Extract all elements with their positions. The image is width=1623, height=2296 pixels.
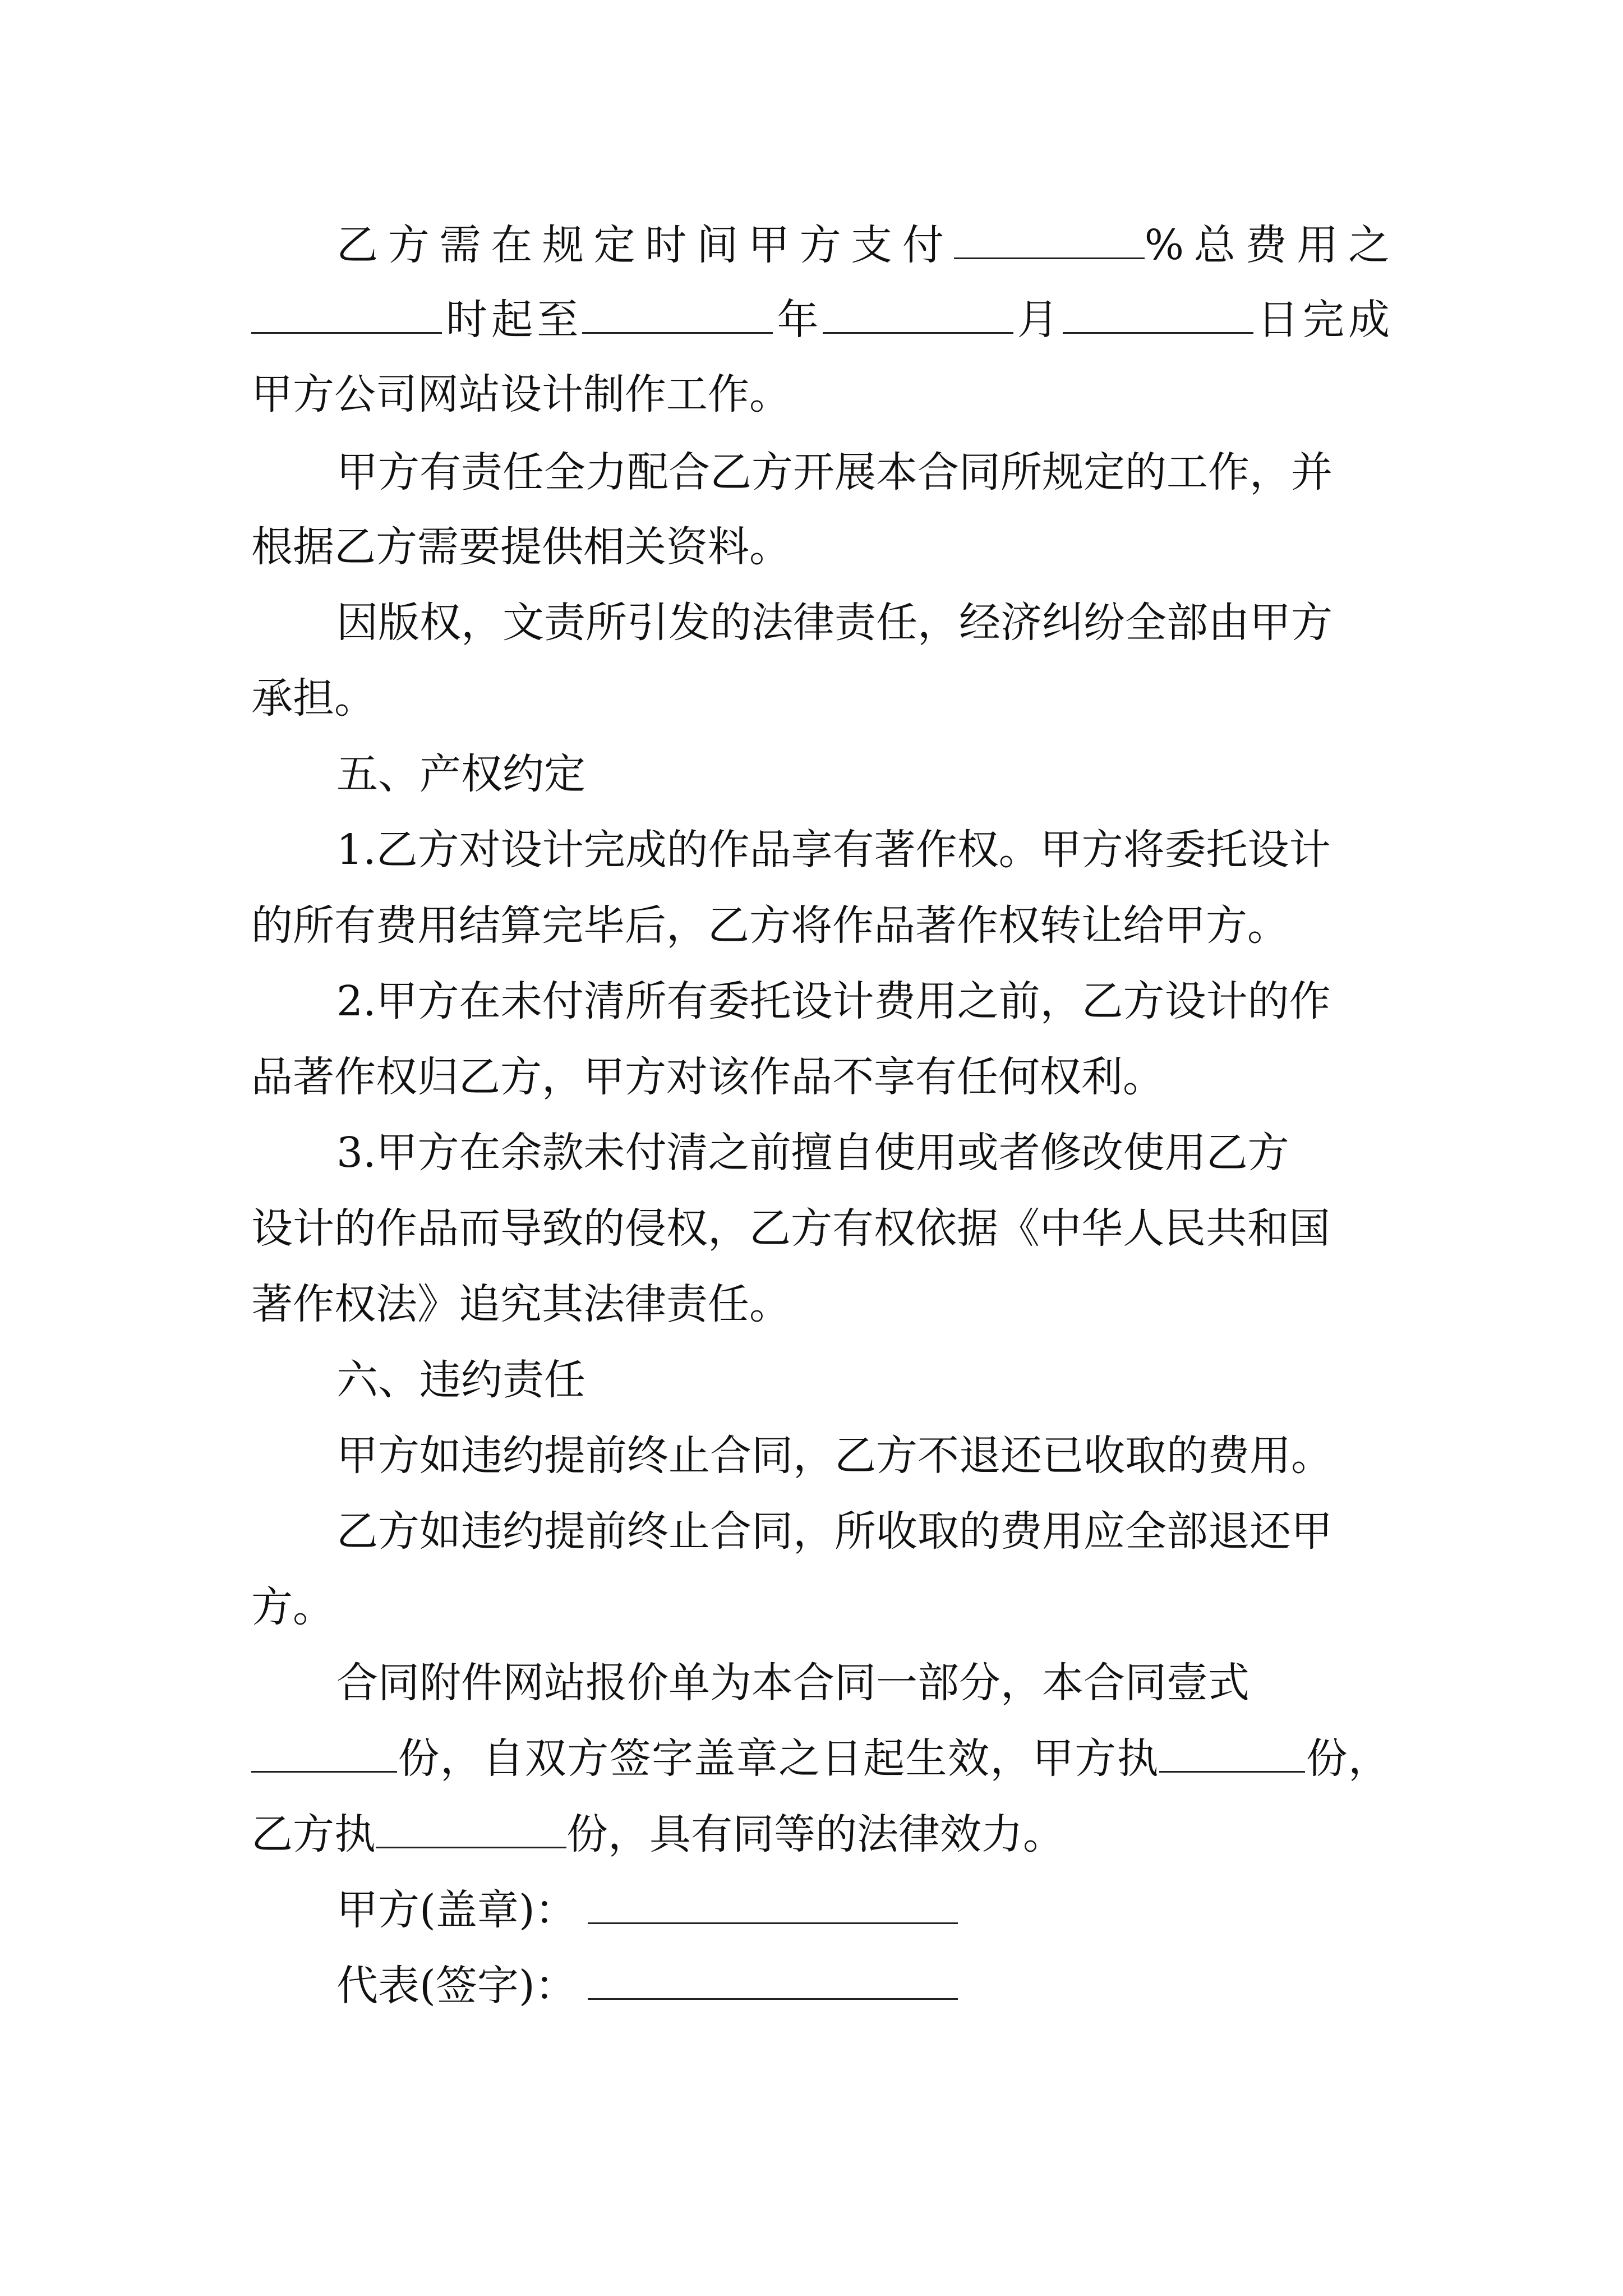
- blank-month[interactable]: [823, 297, 1013, 334]
- blank-year[interactable]: [582, 297, 773, 334]
- text: 月: [1013, 296, 1063, 344]
- text: 时起至: [442, 296, 583, 344]
- paragraph-cooperate-line-1: 甲方有责任全力配合乙方开展本合同所规定的工作，并: [336, 448, 1332, 496]
- item-2-line-2: 品著作权归乙方，甲方对该作品不享有任何权利。: [251, 1053, 1164, 1101]
- text: %总费用之: [1144, 221, 1390, 269]
- annex-line-2: [251, 1719, 1390, 1798]
- item-3-line-3: 著作权法》追究其法律责任。: [251, 1280, 791, 1328]
- breach-a: 甲方如违约提前终止合同，乙方不退还已收取的费用。: [336, 1432, 1332, 1480]
- signature-field-party-a[interactable]: [588, 1888, 958, 1924]
- item-3-line-2: 设计的作品而导致的侵权，乙方有权依据《中华人民共和国: [251, 1204, 1330, 1253]
- paragraph-payment-line-1: [336, 206, 1390, 284]
- item-1-line-2: 的所有费用结算完毕后，乙方将作品著作权转让给甲方。: [251, 901, 1289, 950]
- text: 乙方需在规定时间甲方支付: [336, 221, 954, 269]
- breach-b-line-2: 方。: [251, 1583, 334, 1631]
- item-2-line-1: 2.甲方在未付清所有委托设计费用之前，乙方设计的作: [336, 977, 1331, 1025]
- blank-copies-party-a[interactable]: [1159, 1736, 1305, 1773]
- paragraph-payment-line-3: 甲方公司网站设计制作工作。: [251, 370, 791, 418]
- signature-party-a: [336, 1871, 1390, 1949]
- section-heading-6: 六、违约责任: [336, 1356, 585, 1404]
- text: 份，自双方签字盖章之日起生效，甲方执: [397, 1734, 1160, 1783]
- paragraph-cooperate-line-2: 根据乙方需要提供相关资料。: [251, 523, 791, 571]
- breach-b-line-1: 乙方如违约提前终止合同，所收取的费用应全部退还甲: [336, 1507, 1332, 1556]
- blank-day[interactable]: [1063, 297, 1253, 334]
- annex-line-1: 合同附件网站报价单为本合同一部分，本合同壹式: [336, 1659, 1249, 1707]
- signature-representative: [336, 1947, 1390, 2025]
- text: 份，具有同等的法律效力。: [566, 1810, 1064, 1858]
- text: 份，: [1305, 1734, 1390, 1783]
- section-heading-5: 五、产权约定: [336, 750, 585, 798]
- paragraph-liability-line-1: 因版权，文责所引发的法律责任，经济纠纷全部由甲方: [336, 599, 1332, 647]
- blank-copies-party-b[interactable]: [376, 1812, 566, 1848]
- paragraph-payment-line-2: [251, 280, 1390, 359]
- signature-label: 代表(签字)：: [336, 1962, 577, 2010]
- text: 年: [773, 296, 823, 344]
- paragraph-liability-line-2: 承担。: [251, 674, 376, 723]
- annex-line-3: [251, 1795, 1390, 1874]
- blank-start-time[interactable]: [251, 297, 442, 334]
- blank-percent[interactable]: [954, 223, 1145, 259]
- item-1-line-1: 1.乙方对设计完成的作品享有著作权。甲方将委托设计: [336, 826, 1331, 874]
- item-3-line-1: 3.甲方在余款未付清之前擅自使用或者修改使用乙方: [336, 1129, 1289, 1177]
- blank-copies-total[interactable]: [251, 1736, 397, 1773]
- text: 乙方执: [251, 1810, 376, 1858]
- signature-field-representative[interactable]: [588, 1963, 958, 2000]
- text: 日完成: [1253, 296, 1390, 344]
- signature-label: 甲方(盖章)：: [336, 1886, 577, 1934]
